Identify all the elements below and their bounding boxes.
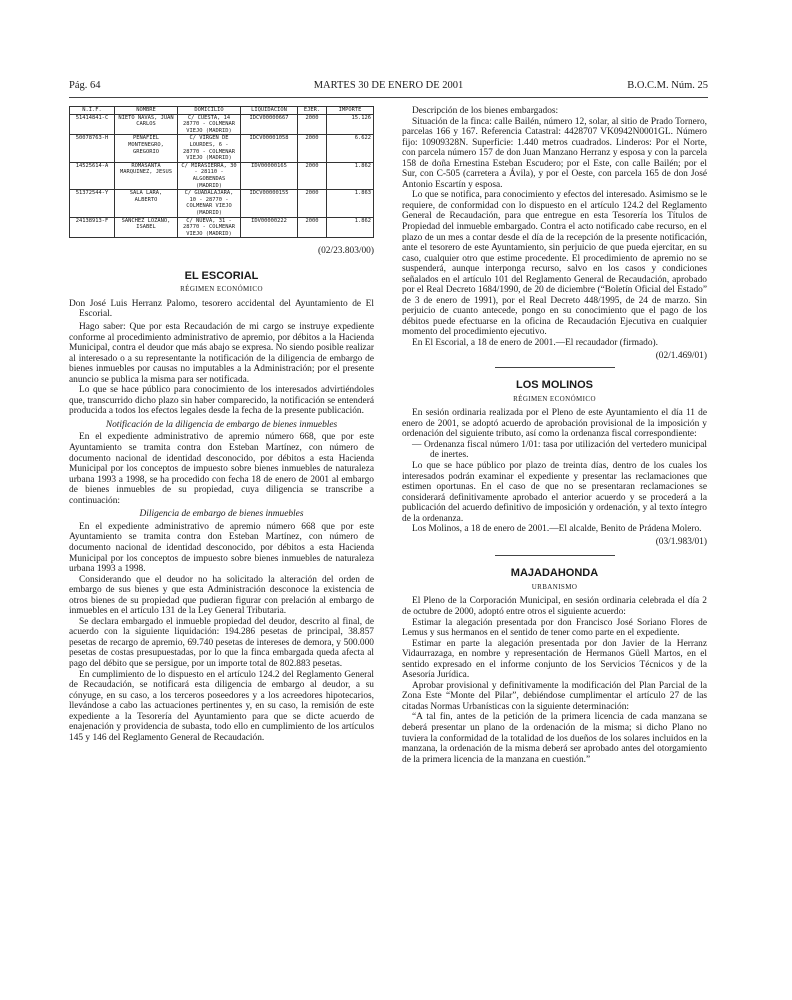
table-cell: 50078763-H [70,135,115,162]
section-subtitle: RÉGIMEN ECONÓMICO [513,394,596,403]
section-title-los-molinos: LOS MOLINOS [516,379,593,392]
paragraph: Considerando que el deudor no ha solicitado la alteración del orden de embargo de sus bienes y que esta Administración desconoce la existencia de otros bienes de su propiedad que pudieran figurar con prelación al embargo de inmuebles en el artículo 131 de la Ley General Tributaria. [69,574,374,617]
table-cell: 24138913-F [70,217,115,238]
section-subtitle: URBANISMO [531,582,578,591]
column-header: EJER. [298,107,327,115]
paragraph: Estimar la alegación presentada por don Francisco José Soriano Flores de Lemus y sus hermanos en el sentido de tener como parte en el expediente. [402,617,707,639]
table-cell: 1.862 [327,162,374,189]
table-cell: 2000 [298,114,327,135]
left-column [69,106,374,743]
section-divider [495,367,615,368]
reference-code: (03/1.983/01) [655,536,707,547]
paragraph: Se declara embargado el inmueble propiedad del deudor, descrito al final, de acuerdo con la siguiente liquidación: 194.286 pesetas de principal, 38.857 pesetas de recargo de apremio, 69.740 pesetas de intereses de demora, y 500.000 pesetas de costas presupuestadas, por lo que la finca embargada queda afecta al pago del débito que se persigue, por un importe total de 802.883 pesetas. [69,616,374,669]
table-cell: 15.126 [327,114,374,135]
table-cell: IDCV00001058 [241,135,298,162]
paragraph: El Pleno de la Corporación Municipal, en sesión ordinaria celebrada el día 2 de octubre de 2000, adoptó entre otros el siguiente acuerdo: [402,596,707,617]
issue-date: MARTES 30 DE ENERO DE 2001 [313,80,464,91]
table-cell: 6.622 [327,135,374,162]
section-subtitle: RÉGIMEN ECONÓMICO [180,285,263,294]
paragraph: En cumplimiento de lo dispuesto en el artículo 124.2 del Reglamento General de Recaudación, se notificará esta diligencia de embargo al deudor, a su cónyuge, en su caso, a los terceros poseedores y a los acreedores hipotecarios, llevándose a cabo las actuaciones pertinentes y, en su caso, la remisión de este expediente a la Tesorería del Ayuntamiento para que se dicte acuerdo de enajenación y providencia de subasta, todo ello en cumplimiento de los artículos 145 y 146 del Reglamento General de Recaudación. [69,669,374,743]
column-header: N.I.F. [70,107,115,115]
column-header: IMPORTE [327,107,374,115]
paragraph: Aprobar provisional y definitivamente la modificación del Plan Parcial de la Zona Este “Monte del Pilar”, debiéndose cumplimentar el artículo 27 de las citadas Normas Urbanísticas con la siguiente determinación: [402,680,707,712]
paragraph: Lo que se notifica, para conocimiento y efectos del interesado. Asimismo se le requiere, de conformidad con lo dispuesto en el artículo 124.2 del Reglamento General de Recaudación, para que entregue en esta Tesorería los Títulos de Propiedad del inmueble embargado. Contra el acto notificado cabe recurso, en el plazo de un mes a contar desde el día de la recepción de la presente notificación, ante el tesorero de este Ayuntamiento, sin perjuicio de que pueda ejercitar, en su caso, cualquier otro que estime procedente. El procedimiento de apremio no se suspenderá, aunque interponga recurso, salvo en los casos y condiciones señalados en el artículo 101 del Reglamento General de Recaudación, aprobado por el Real Decreto 1684/1990, de 20 de diciembre (“Boletín Oficial del Estado” de 3 de enero de 1991), por el Real Decreto 448/1995, de 24 de marzo. Sin perjuicio de cuanto antecede, pongo en su conocimiento que el pago de los débitos puede efectuarse en la oficina de Recaudación Ejecutiva en cualquier momento del procedimiento ejecutivo. [402,190,707,338]
table-row [70,162,374,189]
table-cell: ROMASANTA MARQUINEZ, JESUS [115,162,178,189]
column-header: LIQUIDACION [241,107,298,115]
paragraph: “A tal fin, antes de la petición de la primera licencia de cada manzana se deberá presentar un plano de la ordenación de la misma; si dicho Plano no tuviera la conformidad de la totalidad de los dueños de los solares incluidos en la manzana, la ordenación de la misma deberá ser aprobado antes del otorgamiento de la primera licencia de la manzana en cuestión.” [402,712,707,765]
column-header: DOMICILIO [178,107,241,115]
table-cell: C/ VIRGEN DE LOURDES, 6 - 28770 - COLMENAR VIEJO (MADRID) [178,135,241,162]
table-cell: C/ CUESTA, 14 28770 - COLMENAR VIEJO (MADRID) [178,114,241,135]
table-cell: IDV00000165 [241,162,298,189]
reference-code: (02/23.803/00) [318,246,374,257]
subheading: Notificación de la diligencia de embargo de bienes inmuebles [105,419,338,430]
table-cell: C/ NUEVA, 31 - 28770 - COLMENAR VIEJO (MADRID) [178,217,241,238]
table-cell: 2000 [298,135,327,162]
section-title-majadahonda: MAJADAHONDA [510,567,599,580]
table-row [70,135,374,162]
table-cell: SANCHEZ LOZANO, ISABEL [115,217,178,238]
table-cell: IDCV00000155 [241,190,298,217]
debtors-table [69,106,374,238]
paragraph: Hago saber: Que por esta Recaudación de mi cargo se instruye expediente conforme al procedimiento administrativo de apremio, por débitos a la Hacienda Municipal, contra el deudor que más abajo se expresa. No siendo posible realizar al interesado o a su representante la notificación de la diligencia de embargo de bienes inmuebles por causas no imputables a la Administración; por el presente anuncio se publica la misma para ser notificada. [69,322,374,385]
section-title-el-escorial: EL ESCORIAL [184,269,259,282]
table-cell: NIETO NAVAS, JUAN CARLOS [115,114,178,135]
table-row [70,190,374,217]
table-cell: SALA LARA, ALBERTO [115,190,178,217]
list-item: — Ordenanza fiscal número 1/01: tasa por utilización del vertedero municipal de inertes. [412,439,707,461]
table-cell: 2000 [298,217,327,238]
paragraph: En el expediente administrativo de apremio número 668, que por este Ayuntamiento se tramita contra don Esteban Martínez, con número de documento nacional de identidad desconocido, por débitos a esta Hacienda Municipal por los conceptos de impuesto sobre bienes inmuebles de naturaleza urbana 1993 a 1998, se ha procedido con fecha 18 de enero de 2001 al embargo de bienes inmuebles de su propiedad, cuya diligencia se transcribe a continuación: [69,432,374,506]
table-cell: 1.863 [327,190,374,217]
table-cell: IDV00000222 [241,217,298,238]
reference-code: (02/1.469/01) [655,350,707,361]
table-cell: 51372544-Y [70,190,115,217]
column-header: NOMBRE [115,107,178,115]
table-cell: 2000 [298,162,327,189]
table-cell: IDCV00000667 [241,114,298,135]
table-cell: PEÑAFIEL MONTENEGRO, GREGORIO [115,135,178,162]
paragraph: Situación de la finca: calle Bailén, número 12, solar, al sitio de Prado Tornero, parcelas 166 y 167. Referencia Catastral: 4428707 VK0942N0001GL. Número fijo: 10909328N. Superficie: 1.440 metros cuadrados. Linderos: Por el Norte, con parcela número 157 de don Juan Manzano Herranz y esposa y con la parcela 158 de doña Ernestina Esteban Escudero; por el Este, con calle Bailén; por el Sur, con C-505 (carretera a Ávila), y por el Oeste, con parcela 165 de don José Antonio Escartín y esposa. [402,116,707,190]
bulletin-number: B.O.C.M. Núm. 25 [627,80,708,91]
page-header [69,80,708,94]
paragraph: Los Molinos, a 18 de enero de 2001.—El alcalde, Benito de Prádena Molero. [412,524,702,535]
table-cell: 2000 [298,190,327,217]
table-cell: C/ MIRASIERRA, 30 - 28110 - ALGOBENDAS (MADRID) [178,162,241,189]
section-divider [495,555,615,556]
table-cell: C/ GUADALAJARA, 10 - 28770 - COLMENAR VIEJO (MADRID) [178,190,241,217]
table-row [70,114,374,135]
table-cell: 51414841-C [70,114,115,135]
paragraph: Don José Luis Herranz Palomo, tesorero accidental del Ayuntamiento de El Escorial. [69,298,374,320]
paragraph: Lo que se hace público para conocimiento de los interesados advirtiéndoles que, transcurrido dicho plazo sin haber comparecido, la notificación se entenderá producida a todos los efectos legales desde la fecha de la presente publicación. [69,385,374,417]
table-header-row [70,107,374,115]
table-cell: 1.862 [327,217,374,238]
paragraph: Estimar en parte la alegación presentada por don Javier de la Herranz Vidaurrazaga, en nombre y representación de Hermanos Güell Martos, en el sentido expresado en el informe conjunto de los Servicios Técnicos y de la Asesoría Jurídica. [402,638,707,681]
paragraph: Lo que se hace público por plazo de treinta días, dentro de los cuales los interesados podrán examinar el expediente y presentar las reclamaciones que estimen oportunas. En el caso de que no se presentaran reclamaciones se considerará definitivamente aprobado el anterior acuerdo y se procederá a la publicación del acuerdo definitivo de imposición y ordenación, y al texto íntegro de la ordenanza. [402,460,707,524]
page-number: Pág. 64 [69,80,101,91]
paragraph: En el expediente administrativo de apremio número 668 que por este Ayuntamiento se tramita contra don Esteban Martínez, con número de documento nacional de identidad desconocido, por débitos a esta Hacienda Municipal por los conceptos de impuesto sobre bienes inmuebles de naturaleza urbana 1993 a 1998. [69,521,374,575]
paragraph: En El Escorial, a 18 de enero de 2001.—El recaudador (firmado). [412,338,658,349]
header-rule [69,97,708,98]
paragraph: Descripción de los bienes embargados: [412,106,559,116]
table-cell: 14525614-A [70,162,115,189]
subheading: Diligencia de embargo de bienes inmuebles [139,509,304,520]
right-column [402,106,707,765]
paragraph: En sesión ordinaria realizada por el Pleno de este Ayuntamiento el día 11 de enero de 2001, se adoptó acuerdo de aprobación provisional de la imposición y ordenación del siguiente tributo, así como la ordenanza fiscal correspondiente: [402,408,707,440]
table-row [70,217,374,238]
